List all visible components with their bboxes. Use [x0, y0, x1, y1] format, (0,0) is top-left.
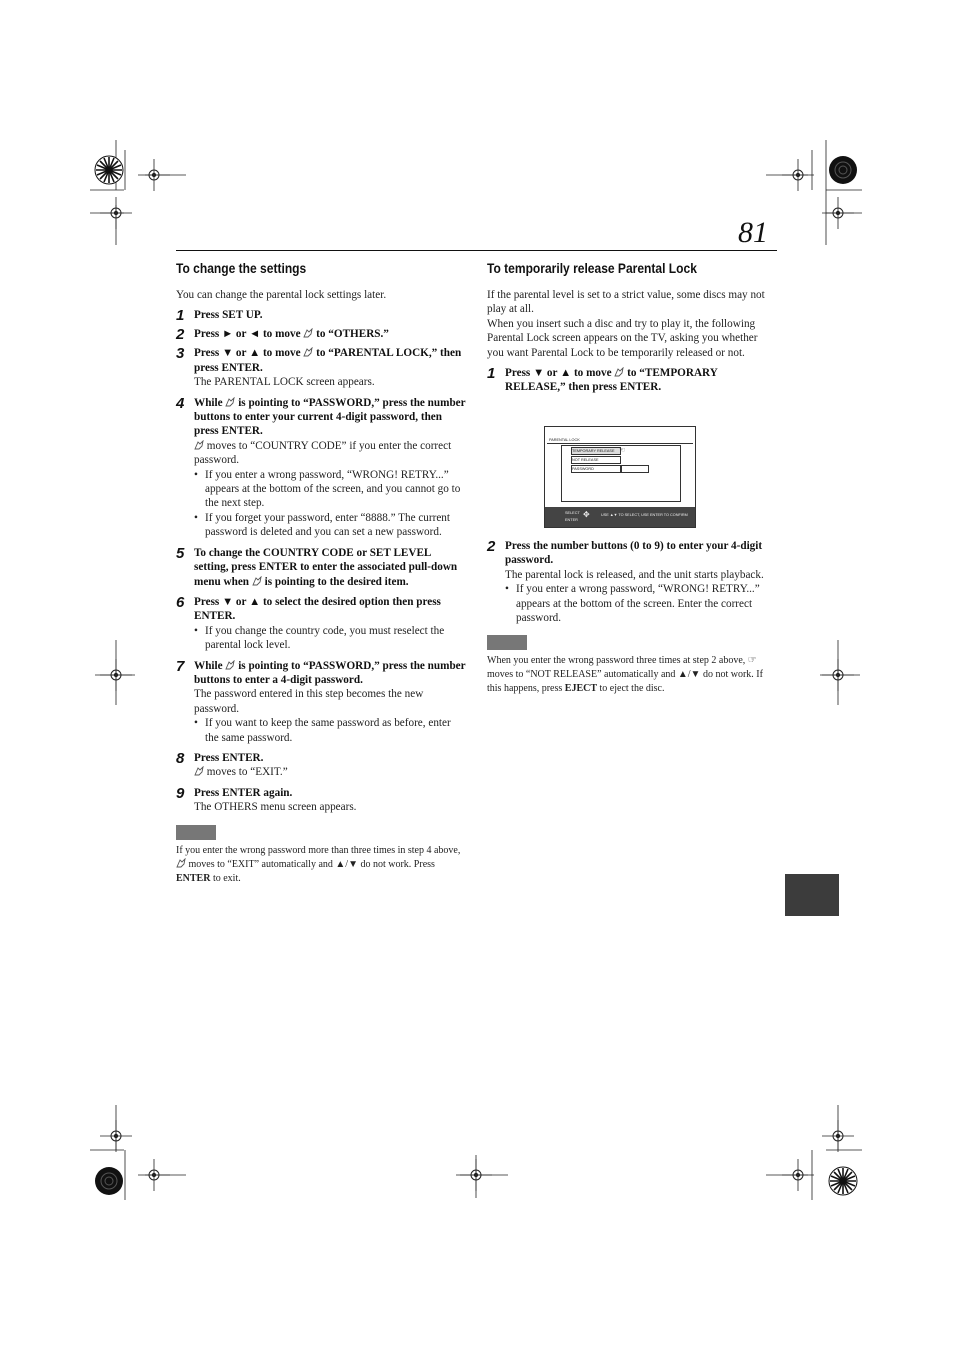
step-description: The password entered in this step becomes the new password.: [194, 688, 424, 715]
step-number: 1: [487, 365, 496, 383]
step-instruction: Press ENTER again.: [194, 786, 293, 799]
step-description: The OTHERS menu screen appears.: [194, 801, 357, 814]
section-tab: [785, 874, 839, 916]
step-instruction: Press the number buttons (0 to 9) to enter your 4-digit password.: [505, 540, 763, 567]
pointer-hand-icon: [252, 576, 262, 586]
bullet-item: • If you enter a wrong password, “WRONG! RETRY...” appears at the bottom of the screen. Enter the correct password.: [505, 583, 760, 625]
registration-mark-icon: [100, 1120, 132, 1152]
step-5: [176, 546, 466, 589]
intro-text: You can change the parental lock settings later.: [176, 289, 387, 301]
step-1: [176, 308, 466, 323]
step-number: 3: [176, 345, 185, 363]
registration-mark-icon: [100, 659, 132, 691]
bullet-item: • If you enter a wrong password, “WRONG! RETRY...” appears at the bottom of the screen, and you cannot go to the next step.: [194, 468, 461, 510]
step-instruction: While is pointing to “PASSWORD,” press the number buttons to enter a 4-digit password.: [194, 659, 466, 686]
registration-mark-icon: [138, 159, 170, 191]
step-instruction: Press ▼ or ▲ to move to “PARENTAL LOCK,” then press ENTER.: [194, 347, 462, 374]
registration-mark-icon: [822, 197, 854, 229]
step-2: [176, 327, 466, 342]
step-2: [487, 539, 777, 625]
screen-item: TEMPORARY RELEASE: [571, 447, 621, 455]
registration-mark-icon: [460, 1159, 492, 1191]
pointer-hand-icon: [303, 328, 313, 338]
step-number: 8: [176, 749, 185, 767]
finger-pointer-icon: ☞: [747, 655, 757, 667]
step-number: 5: [176, 544, 185, 562]
step-instruction: Press ► or ◄ to move to “OTHERS.”: [194, 328, 389, 341]
starburst-target-icon: [95, 1167, 123, 1195]
right-column: [487, 260, 777, 395]
note-badge: [176, 825, 216, 840]
bullet-item: • If you forget your password, enter “8888.” The current password is deleted and you can set a new password.: [194, 511, 451, 539]
bullet-item: • If you want to keep the same password as before, enter the same password.: [194, 717, 451, 744]
bullet-item: • If you change the country code, you must reselect the parental lock level.: [194, 624, 445, 652]
pointer-hand-icon: [303, 347, 313, 357]
starburst-target-icon: [829, 1167, 857, 1195]
note-badge: [487, 635, 527, 650]
step-instruction: Press ▼ or ▲ to select the desired option then press ENTER.: [194, 595, 441, 623]
step-instruction: Press ▼ or ▲ to move to “TEMPORARY RELEASE,” then press ENTER.: [505, 367, 718, 394]
step-description: moves to “COUNTRY CODE” if you enter the correct password.: [194, 439, 452, 467]
screen-item: PASSWORD: [571, 465, 621, 473]
step-number: 2: [487, 538, 496, 555]
pointer-hand-icon: [614, 367, 624, 377]
step-instruction: Press SET UP.: [194, 309, 263, 322]
step-number: 1: [176, 307, 185, 325]
finger-pointer-icon: ☜: [619, 446, 626, 454]
section-title: To change the settings: [176, 260, 307, 276]
intro-text: If the parental level is set to a strict value, some discs may not play at all.: [487, 289, 765, 316]
pointer-hand-icon: [225, 397, 235, 407]
step-8: [176, 751, 466, 780]
registration-mark-icon: [782, 1159, 814, 1191]
registration-mark-icon: [100, 197, 132, 229]
step-7: [176, 659, 466, 745]
step-9: [176, 786, 466, 815]
registration-mark-icon: [822, 1120, 854, 1152]
step-number: 7: [176, 657, 185, 675]
screen-item: NOT RELEASE: [571, 456, 621, 464]
registration-mark-icon: [822, 659, 854, 691]
pointer-hand-icon: [194, 766, 204, 776]
intro-text: When you insert such a disc and try to play it, the following Parental Lock screen appears on the TV, asking you whether you want Parental Lock to be temporarily released or not.: [487, 317, 758, 359]
step-instruction: Press ENTER.: [194, 751, 264, 764]
step-1: [487, 366, 777, 395]
step-number: 2: [176, 326, 185, 344]
pointer-hand-icon: [225, 660, 235, 670]
section-title: To temporarily release Parental Lock: [487, 260, 697, 276]
step-number: 6: [176, 593, 185, 611]
arrow-keys-icon: ✥: [583, 510, 590, 519]
registration-mark-icon: [782, 159, 814, 191]
step-instruction: To change the COUNTRY CODE or SET LEVEL setting, press ENTER to enter the associated pull-down menu when is pointing to the desired item.: [194, 546, 458, 588]
registration-mark-icon: [138, 1159, 170, 1191]
step-instruction: While is pointing to “PASSWORD,” press the number buttons to enter your current 4-digit password, then press ENTER.: [194, 396, 466, 438]
step-number: 4: [176, 394, 185, 412]
step-6: [176, 595, 466, 653]
pointer-hand-icon: [176, 858, 186, 868]
note-text: If you enter the wrong password more than three times in step 4 above, moves to “EXIT” automatically and ▲/▼ do not work. Press ENTER to exit.: [176, 844, 461, 884]
step-description: moves to “EXIT.”: [194, 765, 466, 779]
left-column: [176, 260, 466, 886]
right-column-lower: [487, 535, 777, 696]
starburst-target-icon: [829, 156, 857, 184]
page-number: 81: [738, 216, 768, 249]
step-4: [176, 396, 466, 540]
step-3: [176, 346, 466, 389]
starburst-target-icon: [95, 156, 123, 184]
note-text: When you enter the wrong password three times at step 2 above, ☞ moves to “NOT RELEASE” automatically and ▲/▼ do not work. If this happens, press EJECT to eject the disc.: [487, 655, 763, 695]
header-rule: [176, 250, 777, 251]
screen-title: PARENTAL LOCK: [549, 438, 580, 442]
pointer-hand-icon: [194, 440, 204, 450]
screen-footer: SELECT ENTER ✥ USE ▲▼ TO SELECT, USE ENTER TO CONFIRM: [545, 507, 695, 527]
parental-lock-screen: [544, 426, 696, 528]
step-description: The parental lock is released, and the unit starts playback.: [505, 568, 764, 581]
step-number: 9: [176, 784, 185, 802]
step-description: The PARENTAL LOCK screen appears.: [194, 376, 375, 389]
